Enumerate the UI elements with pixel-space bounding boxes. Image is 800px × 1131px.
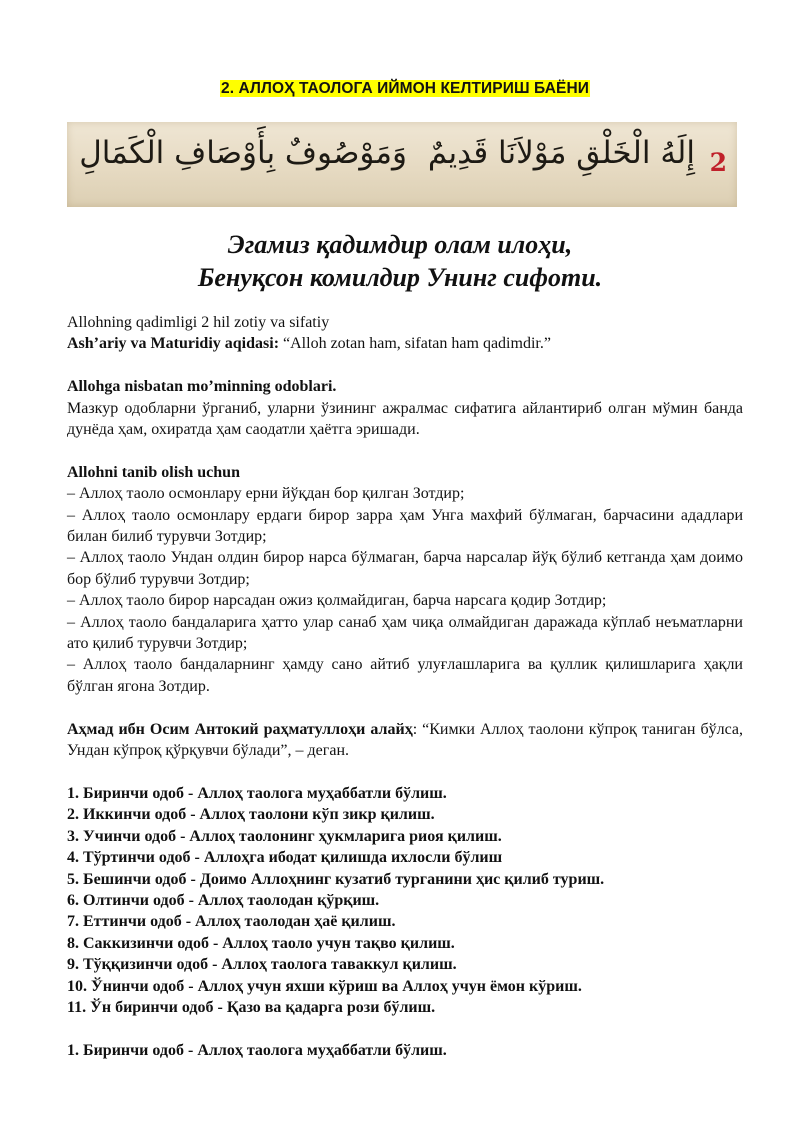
aqida-text: “Alloh zotan ham, sifatan ham qadimdir.” — [279, 335, 551, 353]
page — [67, 0, 743, 102]
odob-list-item: 1. Биринчи одоб - Аллоҳ таологa муҳаббатли бўлиш. — [67, 784, 447, 802]
chapter-heading — [67, 80, 743, 102]
odob-list-item: 6. Олтинчи одоб - Аллоҳ таолодан қўрқиш. — [67, 891, 380, 909]
odob-list-item: 3. Учинчи одоб - Аллоҳ таолонинг ҳукмларига риоя қилиш. — [67, 827, 502, 845]
odob-list-item: 8. Саккизинчи одоб - Аллоҳ таоло учун тақво қилиш. — [67, 934, 455, 952]
quote-author: Аҳмад ибн Осим Антокий раҳматуллоҳи алайҳ — [67, 720, 413, 738]
poem-line-2: Бенуқсон комилдир Унинг сифоти. — [197, 263, 603, 292]
odob-list-item: 9. Тўққизинчи одоб - Аллоҳ таологa таваккул қилиш. — [67, 956, 457, 974]
tanib-item: – Аллоҳ таоло осмонлару ердаги бирор зарра ҳам Унга махфий бўлмаган, барчасини ададлари билан билиб турувчи Зотдир; — [67, 506, 743, 546]
aqida-paragraph — [67, 333, 743, 354]
tanib-item: – Аллоҳ таоло бирор нарсадан ожиз қолмайдиган, барча нарсага қодир Зотдир; — [67, 592, 607, 610]
tanib-item: – Аллоҳ таоло бандаларига ҳатто улар санаб ҳам чиқа олмайдиган даражада кўплаб неъматларни ато қилиб турувчи Зотдир; — [67, 613, 743, 653]
tanib-item: – Аллоҳ таоло осмонлару ерни йўқдан бор қилган Зотдир; — [67, 485, 465, 503]
odob-list-item: 7. Еттинчи одоб - Аллоҳ таолодан ҳаё қилиш. — [67, 913, 396, 931]
odob-list-item: 5. Бешинчи одоб - Доимо Аллоҳнинг кузатиб турганини ҳис қилиб туриш. — [67, 870, 605, 888]
tanib-item: – Аллоҳ таоло Ундан олдин бирор нарса бўлмаган, барча нарсалар йўқ бўлиб кетганда ҳам доимо бор бўлиб турувчи Зотдир; — [67, 549, 743, 588]
odob-list-item: 10. Ўнинчи одоб - Аллоҳ учун яхши кўриш ва Аллоҳ учун ёмон кўриш. — [67, 977, 582, 995]
arabic-verse-part2: وَمَوْصُوفٌ بِأَوْصَافِ الْكَمَالِ — [79, 135, 407, 171]
tanib-title: Allohni tanib olish uchun — [67, 463, 240, 481]
odob-list-item: 11. Ўн биринчи одоб - Қазо ва қадарга рози бўлиш. — [67, 998, 436, 1016]
arabic-verse-banner — [67, 122, 737, 207]
quote-paragraph — [67, 719, 743, 762]
arabic-verse-part1: إِلَهُ الْخَلْقِ مَوْلاَنَا قَدِيمٌ — [427, 135, 695, 171]
aqida-label: Ash’ariy va Maturidiy aqidasi: — [67, 335, 280, 353]
poem-line-1: Эгамиз қадимдир олам илоҳи, — [227, 230, 573, 259]
document-body — [67, 312, 743, 1061]
odob-list-item: 2. Иккинчи одоб - Аллоҳ таолони кўп зикр қилиш. — [67, 806, 435, 824]
odob-list-item: 4. Тўртинчи одоб - Аллоҳга ибодат қилишда ихлосли бўлиш — [67, 849, 503, 867]
odob-title: Allohga nisbatan mo’minning odoblari. — [67, 378, 337, 396]
intro-line: Allohning qadimligi 2 hil zotiy va sifatiy — [67, 314, 330, 331]
chapter-heading-text: 2. АЛЛОҲ ТАОЛОГА ИЙМОН КЕЛТИРИШ БАЁНИ — [220, 80, 589, 97]
verse-number: 2 — [709, 148, 727, 177]
quote-text: : “Кимки Аллоҳ таолони кўпроқ таниган бўлса, Ундан кўпроқ қўрқувчи бўлади”, – деган. — [67, 720, 743, 760]
poem-translation — [0, 228, 800, 294]
odob-paragraph: Мазкур одобларни ўрганиб, уларни ўзининг ажралмас сифатига айлантириб олган мўмин банда дунёда ҳам, охиратда ҳам саодатли ҳаётга эришади. — [67, 399, 743, 439]
section-heading-first-odob: 1. Биринчи одоб - Аллоҳ таологa муҳаббатли бўлиш. — [67, 1041, 447, 1059]
tanib-item: – Аллоҳ таоло бандаларнинг ҳамду сано айтиб улуғлашларига ва қуллик қилишларига ҳақли бўлган ягона Зотдир. — [67, 656, 743, 695]
